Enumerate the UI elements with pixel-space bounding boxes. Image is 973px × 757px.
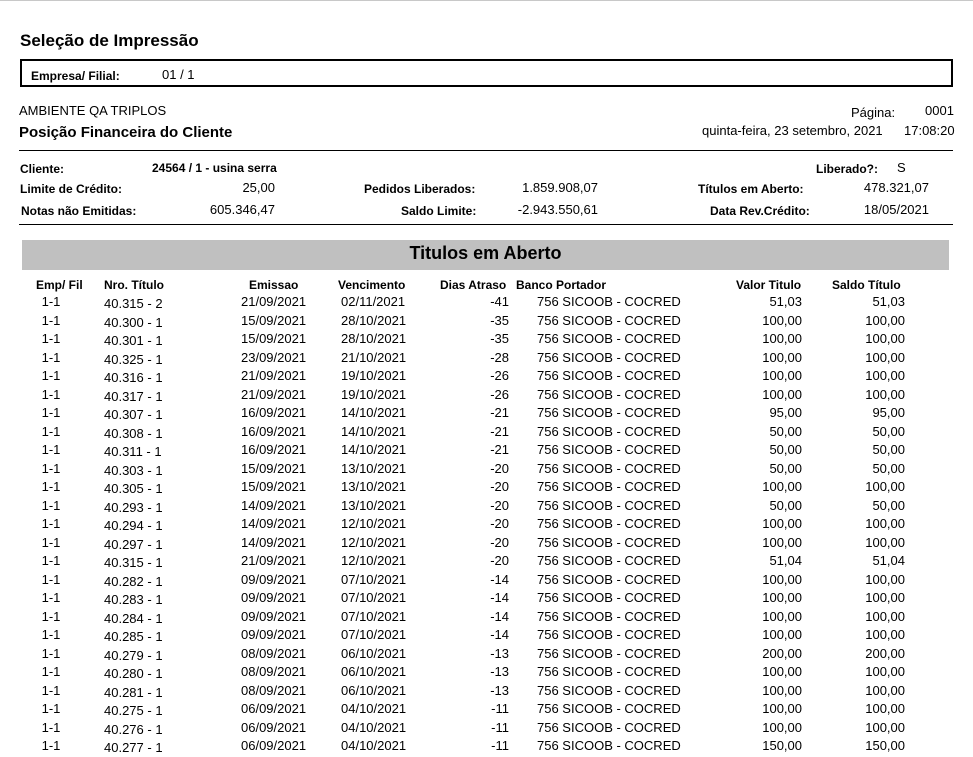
cell-valor: 51,04 [769,553,802,568]
cell-emissao: 08/09/2021 [241,682,307,698]
cell-vencimento: 12/10/2021 [341,516,407,531]
cell-emissao: 21/09/2021 [241,294,307,309]
ambiente-name: AMBIENTE QA TRIPLOS [19,103,167,118]
cell-valor: 51,03 [769,294,802,309]
cell-vencimento: 06/10/2021 [341,664,407,679]
cell-saldo: 50,00 [872,460,905,476]
cell-banco: 756 SICOOB - COCRED [537,516,681,531]
cell-dias: -21 [490,442,509,457]
cell-saldo: 100,00 [865,331,905,346]
cell-saldo: 50,00 [872,442,905,457]
cell-saldo: 150,00 [865,738,905,753]
cell-emissao: 08/09/2021 [241,645,307,661]
cell-banco: 756 SICOOB - COCRED [537,627,681,642]
report-time: 17:08:20 [904,123,955,138]
cell-valor: 50,00 [769,423,802,439]
col-header-vencimento: Vencimento [338,278,406,292]
table-row [0,331,973,350]
cell-valor: 50,00 [769,460,802,476]
page-title: Seleção de Impressão [20,31,199,50]
cell-valor: 100,00 [762,682,802,698]
cell-emp: 1-1 [41,497,61,513]
cell-saldo: 50,00 [872,423,905,439]
info-divider [19,224,953,225]
cell-dias: -11 [491,701,509,716]
cell-dias: -41 [490,294,509,309]
section-band [22,240,949,270]
cell-dias: -35 [490,331,509,346]
cell-saldo: 51,04 [872,553,905,568]
cell-vencimento: 14/10/2021 [341,442,407,457]
liberado-label: Liberado?: [816,162,878,176]
cell-saldo: 100,00 [865,719,905,735]
cell-saldo: 100,00 [865,479,905,494]
cell-emp: 1-1 [41,571,61,587]
cell-vencimento: 07/10/2021 [341,590,407,605]
table-row [0,442,973,461]
cell-emp: 1-1 [41,479,61,494]
table-row [0,424,973,443]
cell-emp: 1-1 [41,645,61,661]
cell-nro: 40.285 - 1 [104,629,163,644]
table-row [0,738,973,757]
cell-dias: -26 [490,368,509,383]
cell-saldo: 100,00 [865,664,905,679]
cell-vencimento: 21/10/2021 [341,349,407,365]
table-row [0,405,973,424]
table-row [0,368,973,387]
cell-dias: -20 [490,497,509,513]
cell-saldo: 100,00 [865,516,905,531]
cell-nro: 40.315 - 1 [104,555,163,570]
cell-saldo: 100,00 [865,349,905,365]
cell-vencimento: 19/10/2021 [341,368,407,383]
cell-valor: 50,00 [769,442,802,457]
cell-emp: 1-1 [41,516,61,531]
cell-valor: 100,00 [762,571,802,587]
cell-dias: -14 [490,627,509,642]
cell-emissao: 09/09/2021 [241,608,307,624]
cell-banco: 756 SICOOB - COCRED [537,460,681,476]
table-row [0,720,973,739]
cell-valor: 100,00 [762,701,802,716]
table-row [0,627,973,646]
cell-dias: -20 [490,479,509,494]
cell-nro: 40.300 - 1 [104,314,163,330]
cell-nro: 40.316 - 1 [104,370,163,385]
cell-dias: -14 [490,608,509,624]
cell-emp: 1-1 [41,608,61,624]
cell-emp: 1-1 [41,386,61,402]
cell-nro: 40.315 - 2 [104,296,163,311]
cell-emissao: 15/09/2021 [241,312,307,328]
cell-vencimento: 04/10/2021 [341,738,407,753]
cell-dias: -20 [490,460,509,476]
cell-valor: 100,00 [762,516,802,531]
table-row [0,683,973,702]
cell-emp: 1-1 [41,312,61,328]
cell-nro: 40.279 - 1 [104,647,163,663]
cell-vencimento: 14/10/2021 [341,405,407,420]
cell-saldo: 100,00 [865,312,905,328]
cell-emp: 1-1 [41,553,61,568]
page-number-label: Página: [851,105,896,120]
cell-saldo: 100,00 [865,701,905,716]
cell-dias: -20 [490,534,509,550]
cell-dias: -14 [490,590,509,605]
cell-banco: 756 SICOOB - COCRED [537,349,681,365]
liberado-value: S [897,160,906,175]
cell-nro: 40.294 - 1 [104,518,163,533]
cell-vencimento: 07/10/2021 [341,627,407,642]
cell-valor: 95,00 [769,405,802,420]
cell-vencimento: 13/10/2021 [341,479,407,494]
cell-emp: 1-1 [41,664,61,679]
cell-emissao: 06/09/2021 [241,719,307,735]
cell-saldo: 50,00 [872,497,905,513]
cell-emp: 1-1 [41,442,61,457]
saldo-limite-value: -2.943.550,61 [517,202,598,217]
cell-vencimento: 02/11/2021 [341,294,406,309]
cell-emissao: 15/09/2021 [241,479,307,494]
cell-nro: 40.284 - 1 [104,610,163,626]
cell-emp: 1-1 [41,423,61,439]
cell-emissao: 21/09/2021 [241,553,307,568]
cell-banco: 756 SICOOB - COCRED [537,553,681,568]
cell-nro: 40.275 - 1 [104,703,163,718]
cell-banco: 756 SICOOB - COCRED [537,312,681,328]
cell-emp: 1-1 [41,682,61,698]
cell-saldo: 100,00 [865,386,905,402]
cell-banco: 756 SICOOB - COCRED [537,423,681,439]
cell-emissao: 21/09/2021 [241,368,307,383]
table-row [0,498,973,517]
cell-vencimento: 06/10/2021 [341,645,407,661]
col-header-valor: Valor Titulo [736,278,802,292]
cell-emissao: 08/09/2021 [241,664,307,679]
cell-banco: 756 SICOOB - COCRED [537,608,681,624]
cell-vencimento: 07/10/2021 [341,571,407,587]
table-row [0,701,973,720]
cell-nro: 40.301 - 1 [104,333,163,348]
cell-valor: 100,00 [762,386,802,402]
notas-nao-emitidas-label: Notas não Emitidas: [21,204,137,218]
cell-vencimento: 12/10/2021 [341,553,407,568]
cell-nro: 40.311 - 1 [104,444,162,459]
cell-valor: 100,00 [762,479,802,494]
cliente-label: Cliente: [20,162,65,176]
table-row [0,609,973,628]
cell-valor: 100,00 [762,331,802,346]
cell-banco: 756 SICOOB - COCRED [537,682,681,698]
cell-banco: 756 SICOOB - COCRED [537,590,681,605]
cell-banco: 756 SICOOB - COCRED [537,534,681,550]
cell-nro: 40.281 - 1 [104,684,163,700]
cell-saldo: 100,00 [865,590,905,605]
cell-emissao: 06/09/2021 [241,738,307,753]
cell-dias: -20 [490,553,509,568]
cell-saldo: 51,03 [872,294,905,309]
cell-dias: -13 [490,682,509,698]
cell-valor: 100,00 [762,368,802,383]
cell-emp: 1-1 [41,738,61,753]
titulos-aberto-value: 478.321,07 [863,180,929,195]
cell-valor: 100,00 [762,312,802,328]
cell-dias: -14 [490,571,509,587]
cell-banco: 756 SICOOB - COCRED [537,738,681,753]
cell-banco: 756 SICOOB - COCRED [537,331,681,346]
table-row [0,664,973,683]
cell-banco: 756 SICOOB - COCRED [537,701,681,716]
cell-nro: 40.277 - 1 [104,740,163,755]
cell-banco: 756 SICOOB - COCRED [537,294,681,309]
empresa-value: 01 / 1 [162,67,195,82]
cell-vencimento: 28/10/2021 [341,312,407,328]
cell-nro: 40.317 - 1 [104,388,163,404]
cell-dias: -21 [490,405,509,420]
page-number-value: 0001 [925,103,954,118]
cell-vencimento: 19/10/2021 [341,386,407,402]
cell-emp: 1-1 [41,294,61,309]
cell-dias: -13 [490,645,509,661]
cell-banco: 756 SICOOB - COCRED [537,664,681,679]
cell-emp: 1-1 [41,405,61,420]
cell-valor: 100,00 [762,590,802,605]
cell-emissao: 09/09/2021 [241,627,307,642]
cell-nro: 40.325 - 1 [104,351,163,367]
table-row [0,516,973,535]
cell-banco: 756 SICOOB - COCRED [537,497,681,513]
col-header-saldo: Saldo Título [832,278,901,292]
col-header-emissao: Emissao [249,278,299,292]
cell-emissao: 09/09/2021 [241,571,307,587]
cell-emissao: 16/09/2021 [241,423,307,439]
table-row [0,461,973,480]
table-row [0,313,973,332]
cell-emissao: 06/09/2021 [241,701,307,716]
cell-vencimento: 06/10/2021 [341,682,407,698]
cell-emp: 1-1 [41,590,61,605]
cell-nro: 40.303 - 1 [104,462,163,478]
cell-vencimento: 14/10/2021 [341,423,407,439]
cell-saldo: 100,00 [865,682,905,698]
table-row [0,479,973,498]
cell-dias: -35 [490,312,509,328]
table-row [0,294,973,313]
cell-dias: -11 [491,738,509,753]
cell-dias: -28 [490,349,509,365]
table-row [0,572,973,591]
cell-banco: 756 SICOOB - COCRED [537,368,681,383]
cell-emp: 1-1 [41,331,61,346]
cell-saldo: 100,00 [865,368,905,383]
cell-nro: 40.276 - 1 [104,721,163,737]
cell-emp: 1-1 [41,701,61,716]
cell-emp: 1-1 [41,627,61,642]
cell-emp: 1-1 [41,460,61,476]
cell-dias: -11 [491,719,509,735]
titulos-table [0,294,973,757]
cell-emp: 1-1 [41,349,61,365]
cell-emp: 1-1 [41,719,61,735]
empresa-label: Empresa/ Filial: [31,69,120,83]
top-border [0,0,973,1]
cell-nro: 40.282 - 1 [104,573,163,589]
cell-nro: 40.305 - 1 [104,481,163,496]
cell-banco: 756 SICOOB - COCRED [537,479,681,494]
table-row [0,387,973,406]
cell-emissao: 14/09/2021 [241,497,307,513]
cell-saldo: 200,00 [865,645,905,661]
data-rev-credito-value: 18/05/2021 [863,202,929,217]
cell-valor: 100,00 [762,719,802,735]
empresa-filter-box [20,59,953,87]
report-title: Posição Financeira do Cliente [19,124,233,141]
pedidos-liberados-value: 1.859.908,07 [522,180,598,195]
col-header-dias: Dias Atraso [440,278,507,292]
cell-emissao: 16/09/2021 [241,442,307,457]
table-row [0,646,973,665]
cell-saldo: 100,00 [865,534,905,550]
cell-banco: 756 SICOOB - COCRED [537,719,681,735]
cell-valor: 100,00 [762,608,802,624]
col-header-emp: Emp/ Fil [36,278,83,292]
report-date: quinta-feira, 23 setembro, 2021 [702,123,883,138]
table-row [0,553,973,572]
col-header-nro: Nro. Título [104,278,164,292]
cell-saldo: 95,00 [872,405,905,420]
notas-nao-emitidas-value: 605.346,47 [209,202,275,217]
table-row [0,590,973,609]
cell-vencimento: 04/10/2021 [341,719,407,735]
cell-emissao: 14/09/2021 [241,516,307,531]
cell-emissao: 21/09/2021 [241,386,307,402]
cell-nro: 40.280 - 1 [104,666,163,681]
cell-emissao: 15/09/2021 [241,460,307,476]
cell-emissao: 14/09/2021 [241,534,307,550]
cell-saldo: 100,00 [865,627,905,642]
cell-emissao: 16/09/2021 [241,405,307,420]
cell-dias: -13 [490,664,509,679]
cell-nro: 40.283 - 1 [104,592,163,607]
cell-valor: 200,00 [762,645,802,661]
cell-emp: 1-1 [41,368,61,383]
cell-vencimento: 13/10/2021 [341,497,407,513]
header-divider [19,150,953,151]
cell-emissao: 15/09/2021 [241,331,307,346]
cell-valor: 50,00 [769,497,802,513]
cliente-value: 24564 / 1 - usina serra [152,161,277,175]
cell-dias: -20 [490,516,509,531]
cell-nro: 40.307 - 1 [104,407,163,422]
cell-banco: 756 SICOOB - COCRED [537,645,681,661]
table-row [0,535,973,554]
cell-valor: 100,00 [762,534,802,550]
cell-saldo: 100,00 [865,571,905,587]
cell-dias: -21 [490,423,509,439]
limite-credito-value: 25,00 [242,180,275,195]
cell-nro: 40.297 - 1 [104,536,163,552]
cell-dias: -26 [490,386,509,402]
cell-emissao: 09/09/2021 [241,590,307,605]
data-rev-credito-label: Data Rev.Crédito: [710,204,810,218]
cell-nro: 40.293 - 1 [104,499,163,515]
titulos-aberto-label: Títulos em Aberto: [698,182,804,196]
cell-valor: 100,00 [762,349,802,365]
cell-vencimento: 07/10/2021 [341,608,407,624]
cell-nro: 40.308 - 1 [104,425,163,441]
cell-vencimento: 04/10/2021 [341,701,407,716]
cell-banco: 756 SICOOB - COCRED [537,386,681,402]
cell-valor: 150,00 [762,738,802,753]
cell-vencimento: 13/10/2021 [341,460,407,476]
cell-vencimento: 12/10/2021 [341,534,407,550]
section-title: Titulos em Aberto [409,243,562,263]
col-header-banco: Banco Portador [516,278,607,292]
table-row [0,350,973,369]
cell-vencimento: 28/10/2021 [341,331,407,346]
cell-banco: 756 SICOOB - COCRED [537,571,681,587]
cell-emp: 1-1 [41,534,61,550]
cell-valor: 100,00 [762,627,802,642]
cell-saldo: 100,00 [865,608,905,624]
cell-valor: 100,00 [762,664,802,679]
pedidos-liberados-label: Pedidos Liberados: [364,182,476,196]
cell-banco: 756 SICOOB - COCRED [537,442,681,457]
limite-credito-label: Limite de Crédito: [20,182,123,196]
cell-emissao: 23/09/2021 [241,349,307,365]
cell-banco: 756 SICOOB - COCRED [537,405,681,420]
saldo-limite-label: Saldo Limite: [401,204,477,218]
